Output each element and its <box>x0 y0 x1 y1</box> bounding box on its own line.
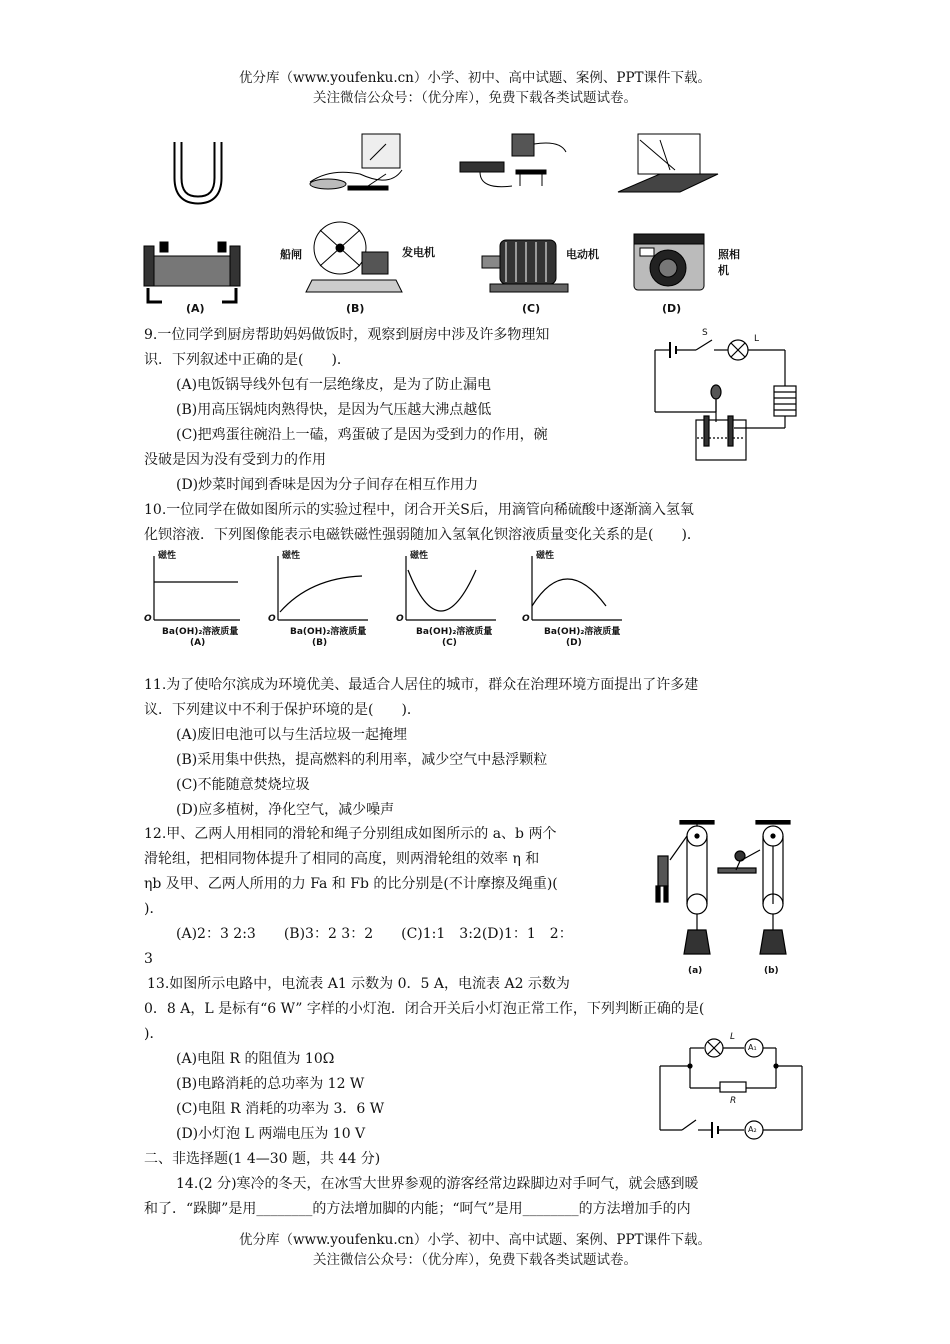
footer-line-2: 关注微信公众号：（优分库），免费下载各类试题试卷。 <box>313 1252 637 1268</box>
q11-option-d: (D)应多植树，净化空气，减少噪声 <box>176 802 395 818</box>
figure8-label-canal-lock: 船闸 <box>280 248 302 261</box>
q13-circuit-a2-label: A₂ <box>748 1125 757 1134</box>
q9-circuit-figure <box>650 328 810 468</box>
q10-graphs <box>140 548 640 658</box>
q13-stem-3: )． <box>144 1026 164 1042</box>
q12-pulley-figure <box>650 820 815 980</box>
generator-drawing <box>306 222 402 292</box>
q11-option-b: (B)采用集中供热，提高燃料的利用率，减少空气中悬浮颗粒 <box>176 752 548 768</box>
figure8-label-motor: 电动机 <box>566 248 599 261</box>
q10-stem-2: 化钡溶液．下列图像能表示电磁铁磁性强弱随加入氢氧化钡溶液质量变化关系的是( )． <box>144 527 701 543</box>
q12-stem-2: 滑轮组，把相同物体提升了相同的高度，则两滑轮组的效率 η 和 <box>144 851 540 867</box>
motor-drawing <box>482 240 568 292</box>
graph-c-curve <box>408 570 476 611</box>
graph-c-ylabel: 磁性 <box>410 551 429 561</box>
q13-circuit-drawing <box>656 1030 806 1142</box>
graph-b-curve <box>280 576 362 612</box>
figure8-option-d: (D) <box>662 302 682 315</box>
q13-stem-1: 13.如图所示电路中，电流表 A1 示数为 0．5 A，电流表 A2 示数为 <box>147 976 570 992</box>
q10-stem-1: 10.一位同学在做如图所示的实验过程中，闭合开关S后，用滴管向稀硫酸中逐渐滴入氢氧 <box>144 502 694 518</box>
q13-option-b: (B)电路消耗的总功率为 12 W <box>176 1076 365 1092</box>
graph-b-ylabel: 磁性 <box>282 551 301 561</box>
graph-c-xlabel: Ba(OH)₂溶液质量 <box>416 627 493 637</box>
graph-b-option: (B) <box>312 638 328 648</box>
q8-figure <box>140 130 740 320</box>
q13-circuit-r-label: R <box>730 1096 737 1106</box>
q12-stem-1: 12.甲、乙两人用相同的滑轮和绳子分别组成如图所示的 a、b 两个 <box>144 826 557 842</box>
section2-title: 二、非选择题(1 4—30 题，共 44 分) <box>144 1151 381 1167</box>
header-line-2: 关注微信公众号：（优分库），免费下载各类试题试卷。 <box>313 90 637 106</box>
q9-circuit-drawing <box>650 328 810 468</box>
figure8-option-b: (B) <box>346 302 365 315</box>
q9-circuit-l-label: L <box>754 334 760 344</box>
q9-option-d: (D)炒菜时闻到香味是因为分子间存在相互作用力 <box>176 477 479 493</box>
q9-option-c-2: 没破是因为没有受到力的作用 <box>144 452 326 468</box>
q12-stem-3: ηb 及甲、乙两人所用的力 Fa 和 Fb 的比分别是(不计摩擦及绳重)( <box>144 876 558 892</box>
meter-drawing <box>310 134 402 190</box>
q10-graphs-drawing <box>140 548 640 658</box>
graph-c-option: (C) <box>442 638 457 648</box>
q12-pulley-drawing <box>650 820 815 980</box>
mirror-plane-drawing <box>618 134 718 192</box>
q9-option-b: (B)用高压锅炖肉熟得快，是因为气压越大沸点越低 <box>176 402 492 418</box>
graph-d-ylabel: 磁性 <box>536 551 555 561</box>
q9-stem-1: 9.一位同学到厨房帮助妈妈做饭时，观察到厨房中涉及许多物理知 <box>144 327 550 343</box>
battery-circuit-drawing <box>460 134 566 187</box>
q9-stem-2: 识．下列叙述中正确的是( )． <box>144 352 351 368</box>
q9-circuit-s-label: S <box>702 328 708 338</box>
graph-d-curve <box>532 579 606 606</box>
canal-lock-drawing <box>144 242 240 302</box>
q11-option-c: (C)不能随意焚烧垃圾 <box>176 777 310 793</box>
u-tube-drawing <box>178 142 218 200</box>
graph-b-origin: O <box>268 614 276 624</box>
q13-option-d: (D)小灯泡 L 两端电压为 10 V <box>176 1126 366 1142</box>
q13-circuit-l-label: L <box>730 1032 736 1042</box>
q8-figure-drawing <box>140 130 740 320</box>
q9-option-c-1: (C)把鸡蛋往碗沿上一磕，鸡蛋破了是因为受到力的作用，碗 <box>176 427 548 443</box>
q13-option-a: (A)电阻 R 的阻值为 10Ω <box>176 1051 335 1067</box>
q14-line-2: 和了．“跺脚”是用________的方法增加脚的内能；“呵气”是用________的方法增加手的内 <box>144 1201 691 1217</box>
graph-a-origin: O <box>144 614 152 624</box>
q14-line-1: 14.(2 分)寒冷的冬天，在冰雪大世界参观的游客经常边跺脚边对手呵气，就会感到暖 <box>176 1176 699 1192</box>
q11-option-a: (A)废旧电池可以与生活垃圾一起掩埋 <box>176 727 408 743</box>
graph-c-origin: O <box>396 614 404 624</box>
q13-stem-2: 0．8 A，L 是标有“6 W” 字样的小灯泡．闭合开关后小灯泡正常工作，下列判断正确的是( <box>144 1001 705 1017</box>
graph-d-origin: O <box>522 614 530 624</box>
q9-option-a: (A)电饭锅导线外包有一层绝缘皮，是为了防止漏电 <box>176 377 492 393</box>
q12-options-2: 3 <box>144 951 153 967</box>
figure8-label-generator: 发电机 <box>402 246 435 259</box>
graph-a-xlabel: Ba(OH)₂溶液质量 <box>162 627 239 637</box>
figure8-option-c: (C) <box>522 302 541 315</box>
q12-figure-b-label: (b) <box>764 966 779 976</box>
q11-stem-1: 11.为了使哈尔滨成为环境优美、最适合人居住的城市，群众在治理环境方面提出了许多建 <box>144 677 699 693</box>
graph-a-ylabel: 磁性 <box>158 551 177 561</box>
camera-drawing <box>634 234 704 290</box>
graph-d-option: (D) <box>566 638 582 648</box>
q11-stem-2: 议．下列建议中不利于保护环境的是( )． <box>144 702 421 718</box>
q13-circuit-a1-label: A₁ <box>748 1043 757 1052</box>
q12-figure-a-label: (a) <box>688 966 703 976</box>
q12-stem-4: )． <box>144 901 164 917</box>
figure8-option-a: (A) <box>186 302 205 315</box>
footer-line-1: 优分库（www.youfenku.cn）小学、初中、高中试题、案例、PPT课件下载。 <box>238 1232 712 1248</box>
q13-option-c: (C)电阻 R 消耗的功率为 3．6 W <box>176 1101 385 1117</box>
graph-a-option: (A) <box>190 638 206 648</box>
header-line-1: 优分库（www.youfenku.cn）小学、初中、高中试题、案例、PPT课件下载。 <box>238 70 712 86</box>
q13-circuit-figure <box>656 1030 806 1142</box>
graph-b-xlabel: Ba(OH)₂溶液质量 <box>290 627 367 637</box>
graph-d-xlabel: Ba(OH)₂溶液质量 <box>544 627 621 637</box>
q12-options-1: (A)2：3 2:3 (B)3：2 3：2 (C)1:1 3:2(D)1：1 2： <box>176 926 573 942</box>
figure8-label-camera: 照相机 <box>718 248 740 277</box>
